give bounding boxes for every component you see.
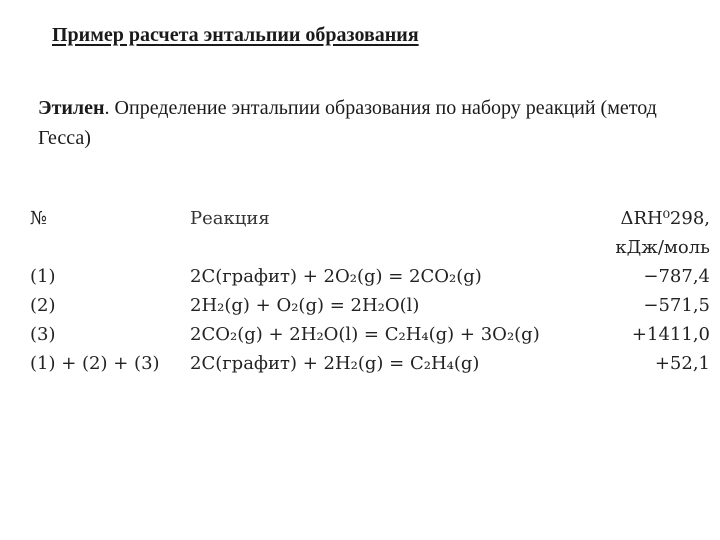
header-units: кДж/моль bbox=[615, 237, 710, 258]
intro-paragraph bbox=[38, 93, 678, 153]
row-reaction: 2H₂(g) + O₂(g) = 2H₂O(l) bbox=[190, 295, 420, 316]
table-row bbox=[30, 291, 710, 320]
row-reaction: 2CO₂(g) + 2H₂O(l) = C₂H₄(g) + 3O₂(g) bbox=[190, 324, 540, 345]
table-header-row bbox=[30, 204, 710, 233]
row-num: (3) bbox=[30, 324, 56, 345]
header-num: № bbox=[30, 208, 48, 229]
header-reaction: Реакция bbox=[190, 208, 270, 229]
row-value: −787,4 bbox=[643, 266, 710, 287]
intro-bold-word: Этилен bbox=[38, 97, 105, 119]
table-units-row bbox=[30, 233, 710, 262]
reactions-table bbox=[30, 204, 710, 378]
row-value: +52,1 bbox=[654, 353, 710, 374]
table-row bbox=[30, 262, 710, 291]
row-reaction: 2C(графит) + 2O₂(g) = 2CO₂(g) bbox=[190, 266, 482, 287]
header-enthalpy: ΔRH⁰298, bbox=[620, 208, 710, 229]
row-num: (1) + (2) + (3) bbox=[30, 353, 160, 374]
row-num: (2) bbox=[30, 295, 56, 316]
row-value: −571,5 bbox=[643, 295, 710, 316]
row-value: +1411,0 bbox=[631, 324, 710, 345]
intro-text: . Определение энтальпии образования по набору реакций (метод Гесса) bbox=[38, 97, 657, 149]
table-row bbox=[30, 349, 710, 378]
row-num: (1) bbox=[30, 266, 56, 287]
row-reaction: 2C(графит) + 2H₂(g) = C₂H₄(g) bbox=[190, 353, 480, 374]
slide-title: Пример расчета энтальпии образования bbox=[52, 24, 419, 46]
table-row bbox=[30, 320, 710, 349]
